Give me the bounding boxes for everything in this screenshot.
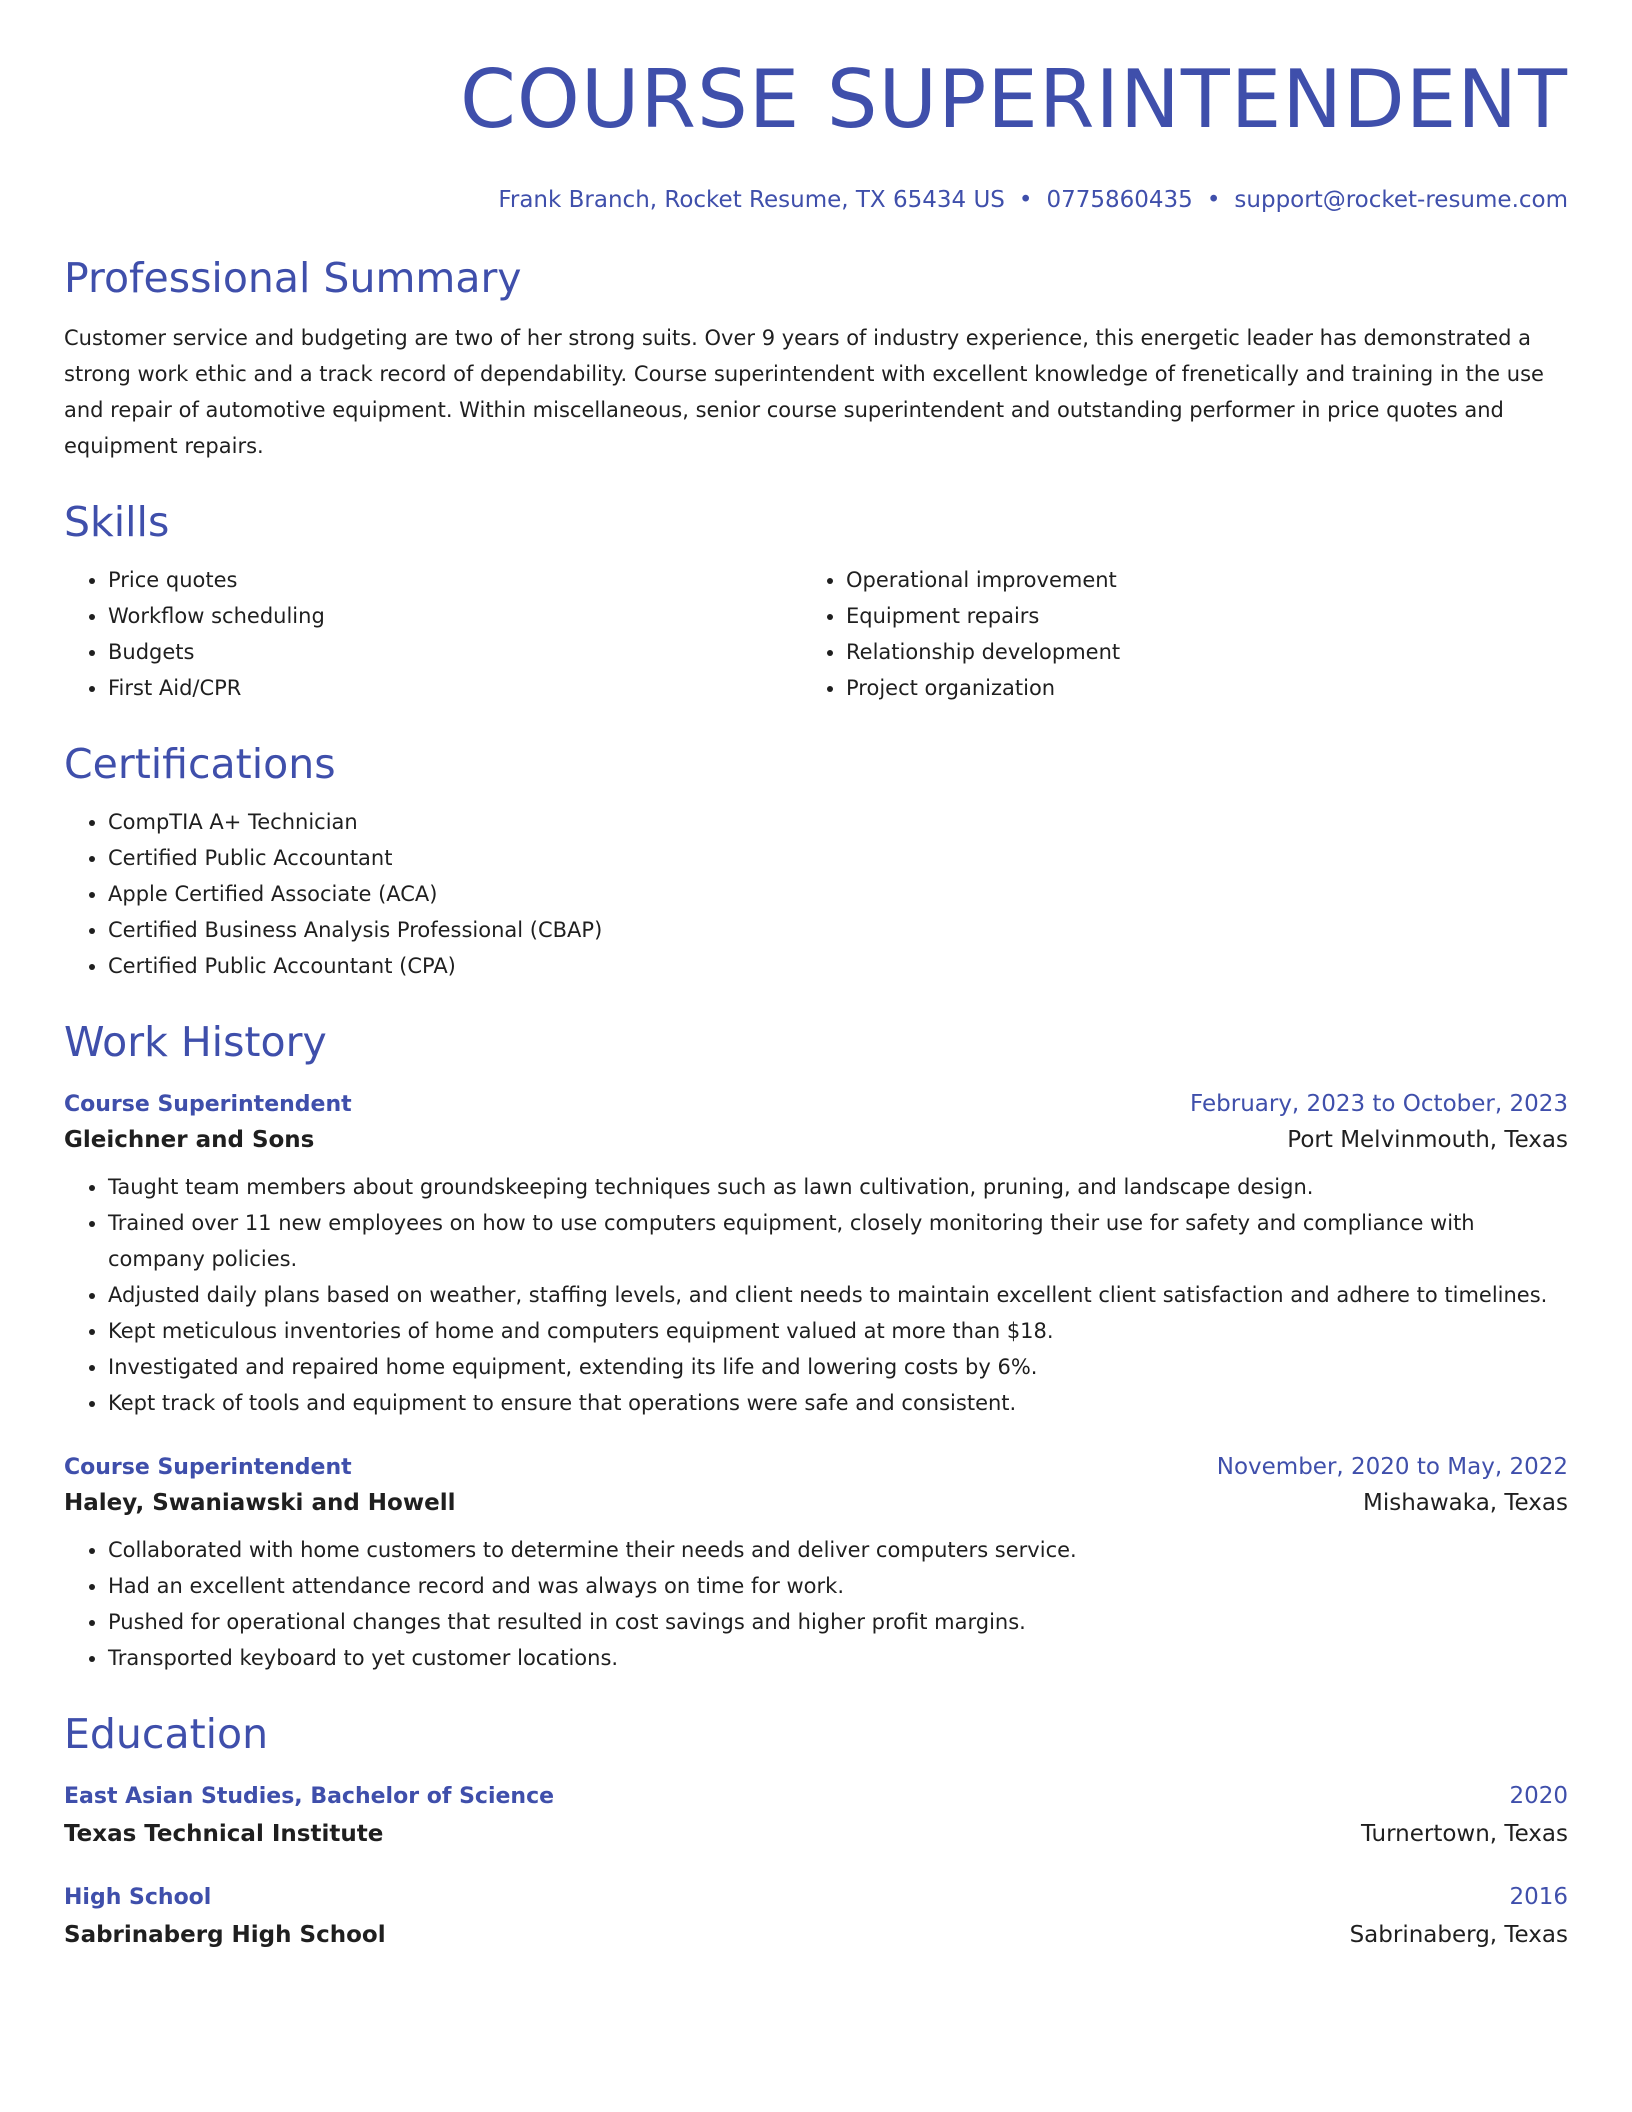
education-entry: [64, 1881, 1568, 1956]
certification-item: • Certified Business Analysis Professional (CBAP): [108, 912, 1568, 948]
skills-list-left: [64, 562, 802, 706]
contact-address: Frank Branch, Rocket Resume, TX 65434 US: [498, 187, 1005, 213]
contact-line: [64, 184, 1568, 216]
education-year: 2020: [1509, 1783, 1568, 1809]
skills-heading: Skills: [64, 498, 170, 546]
job-role: Course Superintendent: [64, 1092, 352, 1117]
education-location: Sabrinaberg, Texas: [1349, 1922, 1568, 1948]
education-year: 2016: [1509, 1884, 1568, 1910]
education-school: Texas Technical Institute: [64, 1821, 384, 1847]
education-entry: [64, 1780, 1568, 1855]
job-bullet: • Taught team members about groundskeeping techniques such as lawn cultivation, pruning, and landscape design.: [108, 1169, 1568, 1205]
skill-item: • Project organization: [846, 670, 1540, 706]
job-bullets: [64, 1532, 1568, 1676]
education-school: Sabrinaberg High School: [64, 1922, 386, 1948]
skill-item: • Workflow scheduling: [108, 598, 802, 634]
job-bullet: • Collaborated with home customers to determine their needs and deliver computers service.: [108, 1532, 1568, 1568]
education-school-row: [64, 1914, 1568, 1956]
skills-column-left: [64, 562, 802, 706]
job-bullet: • Had an excellent attendance record and was always on time for work.: [108, 1568, 1568, 1604]
job-entry: [64, 1088, 1568, 1421]
certification-item: • CompTIA A+ Technician: [108, 804, 1568, 840]
job-company-row: [64, 1121, 1568, 1159]
certification-item: • Certified Public Accountant: [108, 840, 1568, 876]
job-bullets: [64, 1169, 1568, 1421]
skill-item: • Relationship development: [846, 634, 1540, 670]
contact-phone: 0775860435: [1046, 187, 1193, 213]
job-company-row: [64, 1484, 1568, 1522]
job-bullet: • Transported keyboard to yet customer locations.: [108, 1640, 1568, 1676]
education-degree: East Asian Studies, Bachelor of Science: [64, 1784, 555, 1809]
skills-list-right: [802, 562, 1540, 706]
job-bullet: • Trained over 11 new employees on how to use computers equipment, closely monitoring their use for safety and compliance with company policies.: [108, 1205, 1568, 1277]
skills-column-right: [802, 562, 1540, 706]
certification-item: • Apple Certified Associate (ACA): [108, 876, 1568, 912]
resume-header: [64, 48, 1568, 216]
job-location: Mishawaka, Texas: [1362, 1490, 1568, 1516]
job-bullet: • Investigated and repaired home equipment, extending its life and lowering costs by 6%.: [108, 1349, 1568, 1385]
job-bullet: • Adjusted daily plans based on weather, staffing levels, and client needs to maintain excellent client satisfaction and adhere to timelines.: [108, 1277, 1568, 1313]
certifications-list: [64, 804, 1568, 984]
education-location: Turnertown, Texas: [1360, 1821, 1568, 1847]
education-degree: High School: [64, 1885, 212, 1910]
summary-heading: Professional Summary: [64, 254, 522, 302]
job-company: Gleichner and Sons: [64, 1127, 315, 1153]
education-heading: Education: [64, 1710, 269, 1758]
contact-separator: •: [1018, 187, 1033, 213]
job-bullet: • Kept meticulous inventories of home and computers equipment valued at more than $18.: [108, 1313, 1568, 1349]
skill-item: • First Aid/CPR: [108, 670, 802, 706]
summary-section: [64, 250, 1568, 464]
job-dates: February, 2023 to October, 2023: [1190, 1091, 1568, 1117]
skill-item: • Budgets: [108, 634, 802, 670]
resume-title: COURSE SUPERINTENDENT: [460, 53, 1568, 146]
education-school-row: [64, 1813, 1568, 1855]
education-header-row: [64, 1881, 1568, 1914]
job-dates: November, 2020 to May, 2022: [1216, 1454, 1568, 1480]
work-history-heading: Work History: [64, 1018, 327, 1066]
skill-item: • Price quotes: [108, 562, 802, 598]
contact-separator: •: [1206, 187, 1221, 213]
education-section: [64, 1706, 1568, 1956]
skill-item: • Operational improvement: [846, 562, 1540, 598]
job-bullet: • Kept track of tools and equipment to ensure that operations were safe and consistent.: [108, 1385, 1568, 1421]
work-history-section: [64, 1014, 1568, 1676]
job-header-row: [64, 1088, 1568, 1121]
summary-text: Customer service and budgeting are two of her strong suits. Over 9 years of industry experience, this energetic leader has demonstrated a strong work ethic and a track record of dependability. Course superintendent with excellent knowledge of frenetically and training in the use and repair of automotive equipment. Within miscellaneous, senior course superintendent and outstanding performer in price quotes and equipment repairs.: [64, 326, 1544, 458]
job-header-row: [64, 1451, 1568, 1484]
job-entry: [64, 1451, 1568, 1676]
job-bullet: • Pushed for operational changes that resulted in cost savings and higher profit margins.: [108, 1604, 1568, 1640]
skills-grid: [64, 562, 1568, 706]
job-role: Course Superintendent: [64, 1455, 352, 1480]
education-header-row: [64, 1780, 1568, 1813]
skill-item: • Equipment repairs: [846, 598, 1540, 634]
certification-item: • Certified Public Accountant (CPA): [108, 948, 1568, 984]
contact-email: support@rocket-resume.com: [1234, 187, 1568, 213]
job-company: Haley, Swaniawski and Howell: [64, 1490, 456, 1516]
job-location: Port Melvinmouth, Texas: [1287, 1127, 1568, 1153]
skills-section: [64, 494, 1568, 706]
certifications-section: [64, 736, 1568, 984]
certifications-heading: Certifications: [64, 740, 336, 788]
